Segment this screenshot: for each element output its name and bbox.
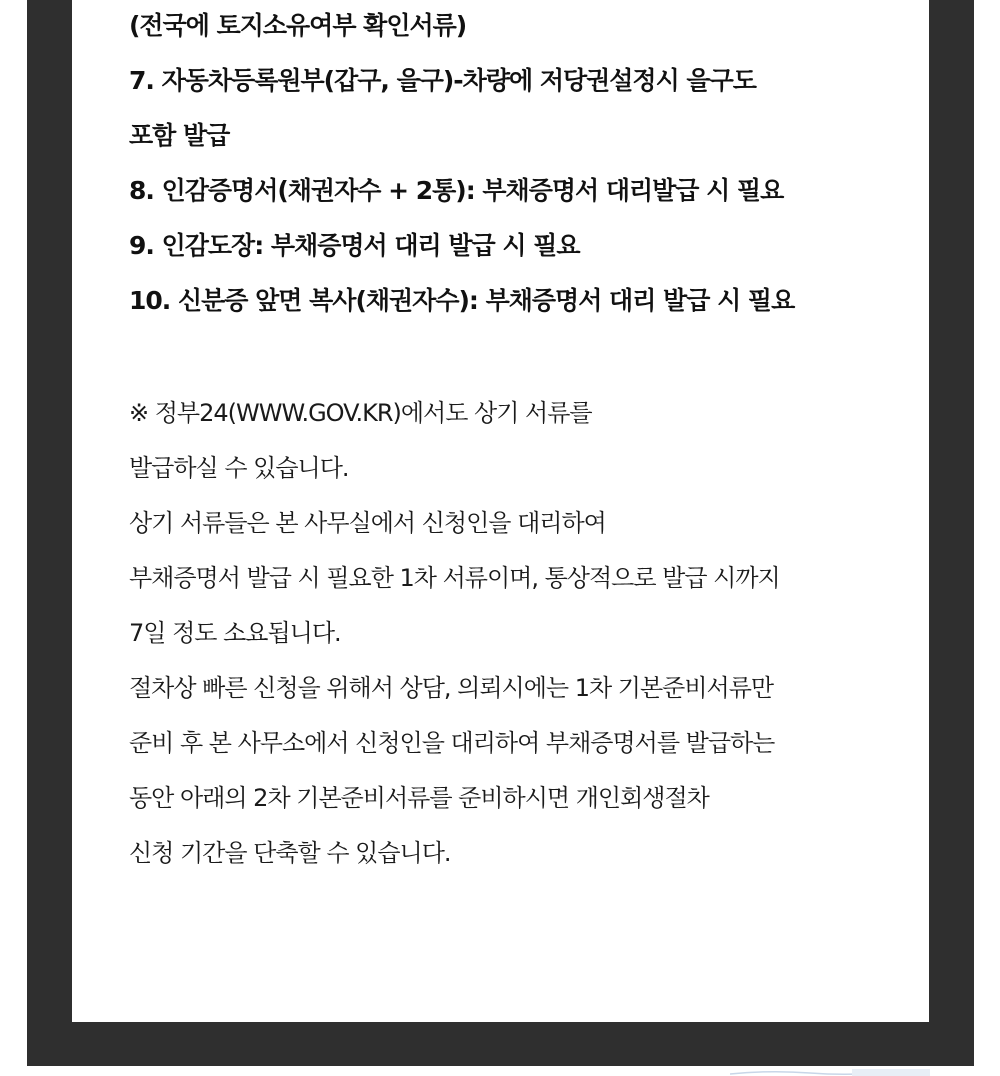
requirement-line: 9. 인감도장: 부채증명서 대리 발급 시 필요: [129, 231, 580, 260]
note-line: 부채증명서 발급 시 필요한 1차 서류이며, 통상적으로 발급 시까지: [129, 564, 780, 592]
document-sheet: [72, 0, 929, 1022]
requirement-line: 포함 발급: [129, 121, 230, 150]
requirement-line: 10. 신분증 앞면 복사(채권자수): 부채증명서 대리 발급 시 필요: [129, 286, 795, 315]
note-line: 7일 정도 소요됩니다.: [129, 619, 341, 647]
document-frame: [27, 0, 974, 1066]
required-documents-list: [129, 0, 919, 328]
note-line: 상기 서류들은 본 사무실에서 신청인을 대리하여: [129, 509, 606, 537]
note-line: 절차상 빠른 신청을 위해서 상담, 의뢰시에는 1차 기본준비서류만: [129, 674, 774, 702]
note-line: ※ 정부24(WWW.GOV.KR)에서도 상기 서류를: [129, 399, 592, 427]
document-content: [129, 0, 919, 867]
requirement-line: 7. 자동차등록원부(갑구, 을구)-차량에 저당권설정시 을구도: [129, 66, 756, 95]
note-line: 준비 후 본 사무소에서 신청인을 대리하여 부채증명서를 발급하는: [129, 729, 775, 757]
note-line: 발급하실 수 있습니다.: [129, 454, 349, 482]
note-line: 신청 기간을 단축할 수 있습니다.: [129, 839, 451, 867]
note-line: 동안 아래의 2차 기본준비서류를 준비하시면 개인회생절차: [129, 784, 709, 812]
requirement-line: 8. 인감증명서(채권자수 + 2통): 부채증명서 대리발급 시 필요: [129, 176, 784, 205]
requirement-line: (전국에 토지소유여부 확인서류): [129, 11, 467, 40]
partial-image-edge: [730, 1068, 930, 1076]
note-paragraph: [129, 386, 780, 881]
